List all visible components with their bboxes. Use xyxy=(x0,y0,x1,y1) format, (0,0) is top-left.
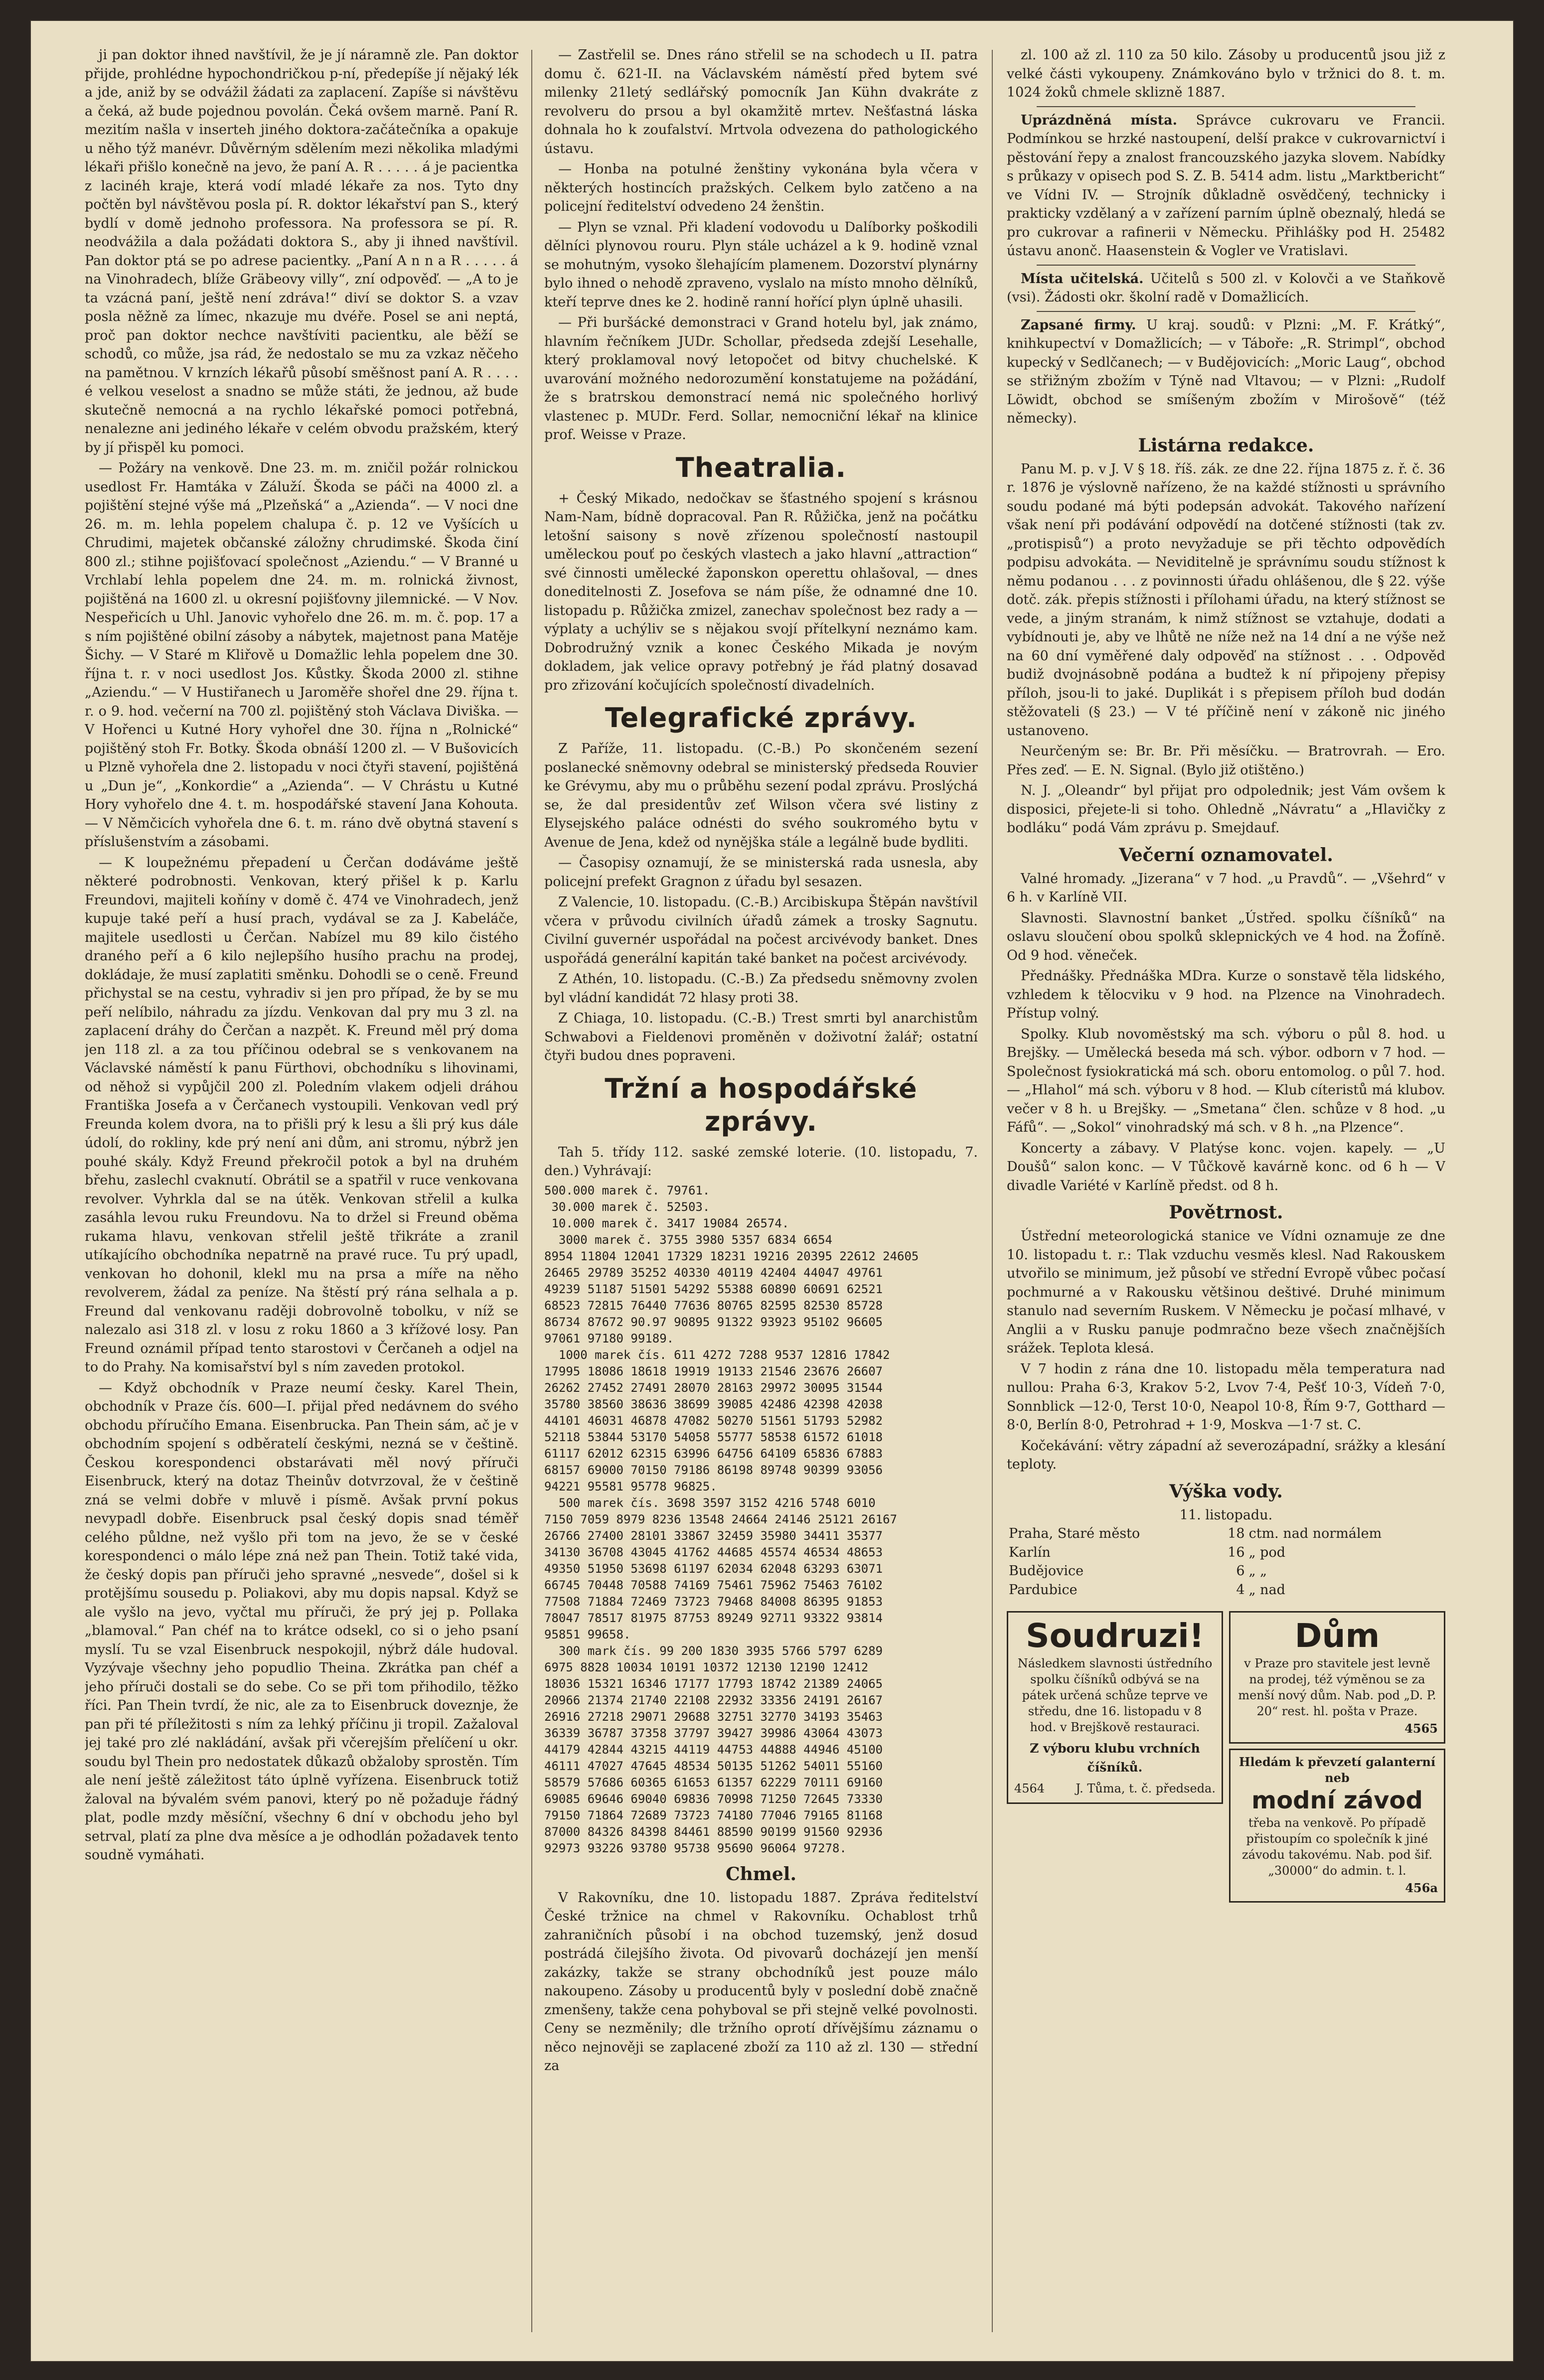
article-paragraph: — Když obchodník v Praze neumí česky. Karel Thein, obchodník v Praze čís. 600—I. přijal před nedávnem do svého obchodu příručího Emana. Eisenbrucka. Pan Thein sám, ač je v obchodním spojení s odběratelí českými, nezná se v češtině. Českou korespondenci obstarávati měl nový příruči Eisenbruck, který na dotaz Theinův dotvrzoval, že v češtině zná se velmi dobře v mluvě i písmě. Avšak první pokus nevypadl dobře. Eisenbruck psal český dopis snad téměř celého půldne, než vyšlo při tom na jevo, že se v české korespondenci o málo lépe zná než pan Thein. Totiž také vida, že český dopis pan příruči jeho spravné „nesvede“, došel si k protějšímu sousedu p. Poliakovi, aby mu dopis napsal. Když se ale vyšlo na jevo, vyčtal mu příruči, že prý jej p. Pollaka „blamoval.“ Pan chéf na to krátce odsekl, co si o jeho psaní myslí. Tu se vzal Eisenbruck nespokojil, nýbrž dále hudoval. Vyzývaje všechny jeho popudlio Theina. Zkrátka pan chéf a jeho příruči dostali se do sebe. Co se při tom přihodilo, těžko říci. Pan Thein tvrdí, že nic, ale za to Eisenbruck doveznje, že pan při té příležitosti s ním za lehký příčinu ji tropil. Zažaloval jej také pro zlé nakládání, avšak při včerejším přelíčení u okr. soudu byl Thein pro nedostatek důkazů obžaloby sprostěn. Tím ale není ještě záležitost táto úplně vyřízena. Eisenbruck totiž žaloval na bývalém svém panovi, který po ně požaduje řádný plat, podle mzdy měsíční, všechny 6 dní v obchodu jeho byl setrval, platí za plne dva měsíce a je odhodlán požadavek tento soudně vymáhati. xyxy=(85,1380,518,1863)
ad-number: 456a xyxy=(1405,1880,1438,1895)
notice-item: Slavnosti. Slavnostní banket „Ústřed. spolku číšníků“ na oslavu sloučení obou spolků sklepnických ve 4 hod. na Žofíně. Od 9 hod. věneček. xyxy=(1007,910,1445,963)
ad-title: Soudruzi! xyxy=(1026,1617,1204,1655)
article-paragraph: — Honba na potulné ženštiny vykonána byla včera v některých hostincích pražských. Celkem bylo zatčeno a na policejní ředitelství odvedeno 24 ženštin. xyxy=(544,161,978,214)
lottery-row: 36339 36787 37358 37797 39427 39986 43064 43073 xyxy=(544,1726,883,1740)
lottery-row: 44179 42844 43215 44119 44753 44888 44946 45100 xyxy=(544,1742,883,1757)
article-paragraph: ji pan doktor ihned navštívil, že je jí náramně zle. Pan doktor přijde, prohlédne hypochondričkou p-ní, předepíše jí nějaký lék a jde, aniž by se odvážil žádati za zaplacení. Zapíše si návštěvu a čeká, až bude pojednou povolán. Čeká ovšem marně. Paní R. mezitím našla v inserteh jiného doktora-začátečníka a opakuje u něho týž manévr. Důvěrným sdělením mezi několika mladými lékaři přišlo konečně na jevo, že paní A. R . . . . . á je pacientka z lacinéh kraje, která vodí mladé lékaře za nos. Tyto dny počtěn byl návštěvou posla pí. R. doktor lékařství pan S., který bydlí v domě jednoho professora. Na professora se pí. R. neodvážila a dala požádati doktora S., aby ji ihned navštívil. Pan doktor ptá se po adrese pacientky. „Paní A n n a R . . . . . á na Vinohradech, blíže Gräbeovy villy“, zní odpověď. — „A to je ta vzácná paní, ještě není zdráva!“ diví se doktor S. a vzav posla něžně za límec, nkazuje mu dvéře. Posel se ani neptá, proč pan doktor nechce navštíviti pacientku, ale běží se schodů, co může, jsa rád, že nedostalo se mu za vzkaz něčeho na pamětnou. V krnzích lékařů působí směšnost paní A. R . . . . é velkou veselost a snadno se může státi, že jednou, až bude skutečně nemocná a na rychlo lékařské pomoci potřebná, nenalezne ani jediného lékaře v celém obvodu pražském, který by jí přispěl ku pomoci. xyxy=(85,47,518,455)
lottery-row: 500.000 marek č. 79761. xyxy=(544,1183,710,1197)
lottery-row: 30.000 marek č. 52503. xyxy=(544,1199,710,1214)
lottery-row: 52118 53844 53170 54058 55777 58538 61572 61018 xyxy=(544,1430,883,1444)
vacancies-block xyxy=(1007,111,1445,261)
lottery-row: 44101 46031 46878 47082 50270 51561 51793 52982 xyxy=(544,1413,883,1428)
article-paragraph: N. J. „Oleandr“ byl přijat pro odpolednik; jest Vám ovšem k disposici, přejete-li si toho. Ohledně „Návratu“ a „Hlavičky z bodláku“ podá Vám zprávu p. Smejdauf. xyxy=(1007,783,1445,836)
value-cell: 4 xyxy=(1236,1582,1245,1598)
ad-number: 4565 xyxy=(1404,1721,1438,1736)
teacher-posts-block xyxy=(1007,270,1445,307)
lottery-row: 69085 69646 69040 69836 70998 71250 72645 73330 xyxy=(544,1791,883,1806)
lottery-row: 68523 72815 76440 77636 80765 82595 82530 85728 xyxy=(544,1298,883,1313)
table-row xyxy=(1007,1543,1445,1562)
section-heading-povetrnost: Povětrnost. xyxy=(1169,1202,1283,1223)
telegram-item: Z Chiaga, 10. listopadu. (C.-B.) Trest smrti byl anarchistům Schwabovi a Fieldenovi proměněn v doživotní žalář; ostatní čtyři budou dnes popraveni. xyxy=(544,1011,978,1063)
teacher-posts-heading: Místa učitelská. xyxy=(1021,271,1144,287)
lottery-row: 46111 47027 47645 48534 50135 51262 54011 55160 xyxy=(544,1759,883,1773)
section-heading-listarna: Listárna redakce. xyxy=(1138,435,1314,456)
lottery-row: 34130 36708 43045 41762 44685 45574 46534 48653 xyxy=(544,1545,883,1559)
ad-text: Následkem slavnosti ústředního spolku číšníků odbývá se na pátek určená schůze teprve ve středu, dne 16. listopadu v 8 hod. v Brejškově restauraci. xyxy=(1017,1656,1213,1734)
newspaper-page xyxy=(30,20,1514,2362)
lottery-row: 20966 21374 21740 22108 22932 33356 24191 26167 xyxy=(544,1693,883,1707)
lottery-row: 68157 69000 70150 79186 86198 89748 90399 93056 xyxy=(544,1463,883,1477)
column-2 xyxy=(544,46,978,2342)
article-paragraph: Kočekávání: větry západní až severozápadní, srážky a klesání teploty. xyxy=(1007,1438,1445,1472)
article-paragraph: — Plyn se vznal. Při kladení vodovodu u Dalíborky poškodili dělníci plynovou rouru. Plyn stále ucházel a k 9. hodině vznal se mohutným, vysoko šlehajícím plamenem. Dozorství plynárny bylo ihned o nehodě zpraveno, vyslalo na místo mnoho dělníků, kteří teprve dnes ke 2. hodině ranní hořící plyn úplně uhasili. xyxy=(544,219,978,310)
lottery-row: 61117 62012 62315 63996 64756 64109 65836 67883 xyxy=(544,1446,883,1461)
lottery-row: 7150 7059 8979 8236 13548 24664 24146 25121 26167 xyxy=(544,1512,898,1526)
lottery-row: 1000 marek čís. 611 4272 7288 9537 12816 17842 xyxy=(544,1347,890,1362)
lottery-intro: Tah 5. třídy 112. saské zemské loterie. (10. listopadu, 7. den.) Vyhrávají: xyxy=(544,1144,978,1179)
article-paragraph: Panu M. p. v J. V § 18. říš. zák. ze dne 22. října 1875 z. ř. č. 36 r. 1876 je výslovně nařízeno, že na každé stížnosti u správního soudu podané má býti podepsán advokát. Takového nařízení však není při podávání odpovědí na dotčené stížnosti (tak zv. „protispisů“) a proto nevyžaduje se při těchto odpovědích podpisu advokáta. — Neviditelně je správnímu soudu stížnost k němu podanou . . . z povinnosti úřadu ohlášenou, dle § 22. výše dotč. zák. přepis stížnosti i přílohami úřadu, na který stížnost se vede, a jiným stranám, k nimž stížnost se vztahuje, dodati a vybídnouti je, aby ve lhůtě ne níže než na 14 dní a ne výše než na 60 dní vyměřené daly odpověď na stížnost . . . Odpověď budiž dvojnásobně podána a budtež k ní připojeny přepisy příloh, jsou-li to jaké. Duplikát i s přepisem příloh bud dodán stěžovateli (§ 23.) — V té příčině není v zákoně nic jiného ustanoveno. xyxy=(1007,461,1445,739)
ad-column-right xyxy=(1229,1606,1445,1908)
notice-item: Přednášky. Přednáška MDra. Kurze o sonstavě těla lidského, vzhledem k tělocviku v 9 hod. na Plzence na Vinohradech. Přístup volný. xyxy=(1007,968,1445,1021)
lottery-row: 87000 84326 84398 84461 88590 90199 91560 92936 xyxy=(544,1824,883,1839)
section-heading-water: Výška vody. xyxy=(1169,1481,1283,1502)
lottery-row: 66745 70448 70588 74169 75461 75962 75463 76102 xyxy=(544,1578,883,1592)
lottery-row: 300 mark čís. 99 200 1830 3935 5766 5797 6289 xyxy=(544,1643,883,1658)
lottery-row: 17995 18086 18618 19919 19133 21546 23676 26607 xyxy=(544,1364,883,1378)
vacancies-text: Správce cukrovaru ve Francii. Podmínkou se hrzké nastoupení, delší prakce v cukrovarnictví i pěstování řepy a znalost francouzského jazyka slovem. Nabídky s průkazy v opisech pod S. Z. B. 5414 adm. listu „Marktbericht“ ve Vídni IV. — Strojník důkladně osvědčený, technicky i prakticky vzdělaný a v zařízení parním úplně obeznalý, hledá se pro cukrovar a rafinerii v Německu. Přihlášky pod H. 25482 ústavu anonč. Haasenstein & Vogler ve Vratislavi. xyxy=(1007,112,1445,259)
column-3 xyxy=(1007,46,1445,2342)
firms-heading: Zapsané firmy. xyxy=(1021,317,1136,333)
column-rule xyxy=(531,50,532,2332)
lottery-row: 26766 27400 28101 33867 32459 35980 34411 35377 xyxy=(544,1528,883,1543)
lottery-row: 500 marek čís. 3698 3597 3152 4216 5748 6010 xyxy=(544,1495,876,1510)
advertisements xyxy=(1007,1606,1445,1908)
article-paragraph: Ústřední meteorologická stanice ve Vídni oznamuje ze dne 10. listopadu t. r.: Tlak vzduchu vesměs klesl. Nad Rakouskem utvořilo se minimum, jež působí ve střední Evropě vůbec počasí pochmurné a v Rakousku většinou deštivé. Druhé minimum stanulo nad severním Ruskem. V Německu je počasí mlhavé, v Anglii a v Rusku panuje podmračno beze všech značnějších srážek. Teplota klesá. xyxy=(1007,1228,1445,1356)
lottery-row: 94221 95581 95778 96825. xyxy=(544,1479,717,1493)
divider xyxy=(1037,311,1415,312)
lottery-table xyxy=(544,1183,978,1857)
lottery-row: 58579 57686 60365 61653 61357 62229 70111 69160 xyxy=(544,1775,883,1789)
article-paragraph: V Rakovníku, dne 10. listopadu 1887. Zpráva ředitelství České tržnice na chmel v Rakovníku. Ochablost trhů zahraničních působí i na obchod tuzemský, jenž dosud postrádá čilejšího života. Od pivovarů docházejí jen menší zakázky, takže se strany obchodníků jest pouze málo nakoupeno. Zásoby u producentů byly v poslední době značně zmenšeny, takže cena pohyboval se při stejně velké povolnosti. Ceny se nezměnily; dle tržního oprotí dřívějšímu záznamu o něco nejnověji se zaplacené zboží za 110 až zl. 130 — střední za xyxy=(544,1890,978,2074)
article-paragraph: Neurčeným se: Br. Br. Při měsíčku. — Bratrovrah. — Ero. Přes zeď. — E. N. Signal. (Bylo již otištěno.) xyxy=(1007,744,1445,778)
lottery-row: 10.000 marek č. 3417 19084 26574. xyxy=(544,1216,789,1230)
lottery-row: 49239 51187 51501 54292 55388 60890 60691 62521 xyxy=(544,1282,883,1296)
lottery-row: 26465 29789 35252 40330 40119 42404 44047 49761 xyxy=(544,1265,883,1280)
article-paragraph: — K loupežnému přepadení u Čerčan dodáváme ještě některé podrobnosti. Venkovan, který přišel k p. Karlu Freundovi, majiteli koňíny v domě č. 474 ve Vinohradech, jenž kupuje také peří a husí prach, vydával se za J. Kabeláče, majitele usedlosti u Čerčan. Nabízel mu 89 kilo čistého draného peří a 6 kilo nejlepšího husího prachu na prodej, dokládaje, že musí zaplatiti směnku. Dohodli se o ceně. Freund přichystal se na cestu, vyhradiv si jen pro případ, že by se mu peří nelíbilo, náhradu za jízdu. Venkovan dal pry mu 3 zl. na zaplacení dráhy do Čerčan a nazpět. K. Freund měl prý doma jen 118 zl. a za tou příčinou odebral se s venkovanem na Václavské náměstí k panu Fürthovi, obchodníku s lihovinami, od něhož si vypůjčil 200 zl. Poledním vlakem odjeli dráhou Františka Josefa a v Čerčanech vystoupili. Venkovan vedl prý Freunda kolem dvora, na to přišli prý k lesu a šli prý kus dále údolí, do rokliny, kde prý není ani dům, ani stromu, nýbrž jen pouhé skály. Když Freund překročil potok a byl na druhém břehu, zaslechl cvaknutí. Obrátil se a spatřil v ruce venkovana revolver. Vyhrkla dal se na útěk. Venkovan střelil a kulka zasáhla levou ruku Freundovu. Na to držel si Freund oběma rukama hlavu, venkovan střelil ještě třikráte a zranil utíkajícího obchodníka nepatrně na pravé ruce. Tu prý upadl, venkovan ho dohonil, klekl mu na prsa a míře na něho revolverem, žádal za peníze. Na štěstí prý rána selhala a p. Freund dal venkovanu raději dobrovolně tobolku, v níž se nalezalo asi 318 zl. v losu z roku 1860 a 3 křížové losy. Pan Freund oznámil případ tento starostovi v Čerčaneh a odjel na to do Prahy. Na komisařství byl s ním zaveden protokol. xyxy=(85,855,518,1375)
lottery-row: 86734 87672 90.97 90895 91322 93923 95102 96605 xyxy=(544,1315,883,1329)
unit-cell: „ „ xyxy=(1248,1563,1267,1579)
lottery-row: 97061 97180 99189. xyxy=(544,1331,674,1345)
vacancies-heading: Uprázdněná místa. xyxy=(1021,112,1177,128)
article-paragraph: — Při buršácké demonstraci v Grand hotelu byl, jak známo, hlavním řečníkem JUDr. Schollar, předseda zdejší Lesehalle, který proklamoval nový letopočet od bitvy chuchelské. K uvarování možného nedorozumění konstatujeme na požádání, že s bratrskou demonstrací nemá nic společného horlivý vlastenec p. MUDr. Ferd. Sollar, nemocniční lékař na klinice prof. Weisse v Praze. xyxy=(544,315,978,443)
column-1 xyxy=(85,46,518,2342)
column-rule xyxy=(992,50,993,2332)
section-heading-trzni: Tržní a hospodářské zprávy. xyxy=(605,1072,918,1137)
ad-number: 4564 xyxy=(1014,1782,1045,1795)
ad-text: třeba na venkově. Po případě přistoupím co společník k jiné závodu takovému. Nab. pod šif. „30000“ do admin. t. l. xyxy=(1242,1815,1432,1878)
unit-cell: ctm. nad normálem xyxy=(1248,1526,1382,1541)
lottery-row: 77508 71884 72469 73723 79468 84008 86395 91853 xyxy=(544,1594,883,1609)
ad-title: modní závod xyxy=(1251,1786,1423,1814)
telegram-item: Z Paříže, 11. listopadu. (C.-B.) Po skončeném sezení poslanecké sněmovny odebral se ministerský předseda Rouvier ke Grévymu, aby mu o průběhu sezení podal zprávu. Proslýchá se, že dal presidentův zeť Wilson včera své listiny z Elysejského paláce odnésti do svého soukromého bytu v Avenue de Jena, kdež od nynějška stále a legálně bude bydliti. xyxy=(544,741,978,850)
section-heading-theatralia: Theatralia. xyxy=(675,451,847,483)
lottery-row: 18036 15321 16346 17177 17793 18742 21389 24065 xyxy=(544,1676,883,1691)
article-paragraph: — Zastřelil se. Dnes ráno střelil se na schodech u II. patra domu č. 621-II. na Václavském náměstí před bytem své milenky 21letý sedlářský pomocník Jan Kühn dvakráte z revolveru do prsou a byl okamžitě mrtev. Nešťastná láska dohnala ho k zoufalství. Mrtvola odvezena do pathologického ústavu. xyxy=(544,47,978,156)
ad-dum xyxy=(1229,1611,1445,1744)
value-cell: 6 xyxy=(1236,1563,1245,1579)
ad-title: Dům xyxy=(1294,1617,1380,1655)
unit-cell: „ pod xyxy=(1248,1544,1286,1560)
lottery-row: 78047 78517 81975 87753 89249 92711 93322 93814 xyxy=(544,1611,883,1625)
ad-soudruzi xyxy=(1007,1611,1223,1804)
lottery-row: 35780 38560 38636 38699 39085 42486 42398 42038 xyxy=(544,1397,883,1411)
divider xyxy=(1037,265,1415,266)
place-cell: Budějovice xyxy=(1009,1563,1084,1579)
lottery-row: 8954 11804 12041 17329 18231 19216 20395 22612 24605 xyxy=(544,1249,919,1263)
lottery-row: 49350 51950 53698 61197 62034 62048 63293 63071 xyxy=(544,1561,883,1576)
lottery-row: 79150 71864 72689 73723 74180 77046 79165 81168 xyxy=(544,1808,883,1822)
lottery-row: 3000 marek č. 3755 3980 5357 6834 6654 xyxy=(544,1232,832,1247)
table-row xyxy=(1007,1581,1445,1600)
value-cell: 16 xyxy=(1228,1544,1245,1560)
section-heading-telegraf: Telegrafické zprávy. xyxy=(605,702,918,734)
telegram-item: — Časopisy oznamují, že se ministerská rada usnesla, aby policejní prefekt Gragnon z úřadu byl sesazen. xyxy=(544,855,978,890)
section-heading-chmel: Chmel. xyxy=(725,1863,797,1885)
ad-text: v Praze pro stavitele jest levně na prodej, též výměnou se za menší nový dům. Nab. pod „D. P. 20“ rest. hl. pošta v Praze. xyxy=(1238,1656,1436,1718)
value-cell: 18 xyxy=(1228,1526,1245,1541)
place-cell: Praha, Staré město xyxy=(1009,1526,1140,1541)
telegram-item: Z Valencie, 10. listopadu. (C.-B.) Arcibiskupa Štěpán navštívil včera v průvodu civilních úřadů zámek a trosky Sagnutu. Civilní guvernér uspořádal na počest arcivévody banket. Dnes uspořádá generální kapitán také banket na počest arcivévody. xyxy=(544,894,978,966)
notice-item: Koncerty a zábavy. V Platýse konc. vojen. kapely. — „U Doušů“ salon konc. — V Tůčkově kavárně konc. od 6 h — V divadle Variété v Karlíně předst. od 8 h. xyxy=(1007,1140,1445,1193)
article-paragraph: V 7 hodin z rána dne 10. listopadu měla temperatura nad nullou: Praha 6·3, Krakov 5·2, Lvov 7·4, Pešť 10·3, Vídeň 7·0, Sonnblick —12·0, Terst 10·0, Neapol 10·8, Řím 9·7, Gotthard —8·0, Berlín 8·0, Petrohrad + 1·9, Moskva —1·7 st. C. xyxy=(1007,1361,1445,1433)
place-cell: Karlín xyxy=(1009,1544,1051,1560)
water-level-table xyxy=(1007,1524,1445,1599)
lottery-row: 26916 27218 29071 29688 32751 32770 34193 35463 xyxy=(544,1709,883,1724)
table-row xyxy=(1007,1562,1445,1581)
firms-block xyxy=(1007,316,1445,428)
divider xyxy=(1037,106,1415,107)
ad-modni-zavod xyxy=(1229,1749,1445,1903)
lottery-row: 26262 27452 27491 28070 28163 29972 30095 31544 xyxy=(544,1380,883,1395)
ad-column-left xyxy=(1007,1606,1223,1908)
lottery-row: 6975 8828 10034 10191 10372 12130 12190 12412 xyxy=(544,1660,869,1674)
article-paragraph: — Požáry na venkově. Dne 23. m. m. zničil požár rolnickou usedlost Fr. Hamtáka v Záluží. Škoda se páči na 4000 zl. a pojištění stejné výše má „Plzeňská“ a „Azienda“. — V noci dne 26. m. m. lehla popelem chalupa č. p. 12 ve Vyšících u Chrudimi, majetek občanské záložny chrudimské. Škoda činí 800 zl.; stihne pojišťovací společnost „Aziendu.“ — V Branné u Vrchlabí lehla popelem dne 24. m. m. rolnická živnost, pojištěná na 1600 zl. u okresní pojišťovny jilemnické. — V Nov. Nespeřicích u Uhl. Janovic vyhořelo dne 26. m. m. č. pop. 17 a s ním pojištěné obilní zásoby a nábytek, majetnost pana Matěje Šichy. — V Staré m Kliřově u Domažlic lehla popelem dne 30. října t. r. v noci usedlost Jos. Kůstky. Škoda 2000 zl. stihne „Aziendu.“ — V Hustiřanech u Jaroměře shořel dne 29. října t. r. o 9. hod. večerní na 700 zl. pojištěný stoh Václava Diviška. — V Hořenci u Kutné Hory vyhořel dne 30. října n „Rolnické“ pojištěný stoh Fr. Botky. Škoda obnáší 1200 zl. — V Bušovicích u Plzně vyhořela dne 2. listopadu v noci čtyři stavení, pojištěná u „Dun je“, „Konkordie“ a „Azienda“. — V Chrástu u Kutné Hory vyhořelo dne 4. t. m. hospodářské stavení Jana Kohouta. — V Němčicích vyhořela dne 6. t. m. ráno dvě obytná stavení s příslušenstvím a zásobami. xyxy=(85,460,518,850)
section-heading-vecerni: Večerní oznamovatel. xyxy=(1119,844,1333,866)
ad-footer: Z výboru klubu vrchních číšníků. xyxy=(1030,1741,1200,1775)
notice-item: Valné hromady. „Jizerana“ v 7 hod. „u Pravdů“. — „Všehrd“ v 6 h. v Karlíně VII. xyxy=(1007,871,1445,905)
teacher-posts-text: Učitelů s 500 zl. v Kolovči a ve Staňkově (vsi). Žádosti okr. školní radě v Domažlicích. xyxy=(1007,271,1445,305)
ad-pre: Hledám k převzetí galanterní neb xyxy=(1238,1754,1436,1785)
place-cell: Pardubice xyxy=(1009,1582,1078,1598)
telegram-item: Z Athén, 10. listopadu. (C.-B.) Za předsedu sněmovny zvolen byl vládní kandidát 72 hlasy proti 38. xyxy=(544,971,978,1006)
ad-signature: J. Tůma, t. č. předseda. xyxy=(1076,1782,1216,1795)
unit-cell: „ nad xyxy=(1248,1582,1285,1598)
firms-text: U kraj. soudů: v Plzni: „M. F. Krátký“, knihkupectví v Domažlicích; — v Táboře: „R. Strimpl“, obchod kupecký v Sedlčanech; — v Budějovicích: „Moric Laug“, obchod se střižným zbožím v Týně nad Vltavou; — v Plzni: „Rudolf Löwidt, obchod se smíšeným zbožím v Mirošově“ (též německy). xyxy=(1007,317,1445,426)
water-date: 11. listopadu. xyxy=(1179,1507,1273,1523)
article-paragraph: zl. 100 až zl. 110 za 50 kilo. Zásoby u producentů jsou již z velké části vykoupeny. Známkováno bylo v tržnici do 8. t. m. 1024 žoků chmele sklizně 1887. xyxy=(1007,47,1445,100)
notice-item: Spolky. Klub novoměstský ma sch. výboru o půl 8. hod. u Brejšky. — Umělecká beseda má sch. výbor. odborn v 7 hod. — Společnost fysiokratická má sch. oboru entomolog. o půl 7. hod. — „Hlahol“ má sch. výboru v 8 hod. — Klub cíteristů má klubov. večer v 8 h. u Brejšky. — „Smetana“ člen. schůze v 8 hod. „u Fáfů“. — „Sokol“ vinohradský má sch. v 8 h. „na Plzence“. xyxy=(1007,1026,1445,1135)
table-row xyxy=(1007,1524,1445,1543)
article-paragraph: + Český Mikado, nedočkav se šťastného spojení s krásnou Nam-Nam, bídně dopracoval. Pan R. Růžička, jenž na počátku letošní saisony s nově zřízenou společností nastoupil uměleckou pouť po českých vlastech a jako hlavní „attraction“ své činnosti umělecké žaponskon operettu ohlašoval, — dnes doneditelnosti Z. Josefova se nám píše, že odnamné dne 10. listopadu p. Růžička zmizel, zanechav společnost bez rady a — výplaty a uchýliv se s nějakou svojí přítelkyní neznámo kam. Dobrodružný vznik a konec Českého Mikada je novým dokladem, jak velice opravy potřebný je řád platný dosavad pro zřizování kočujících společností divadelních. xyxy=(544,490,978,693)
lottery-row: 95851 99658. xyxy=(544,1627,631,1641)
lottery-row: 92973 93226 93780 95738 95690 96064 97278. xyxy=(544,1841,847,1855)
